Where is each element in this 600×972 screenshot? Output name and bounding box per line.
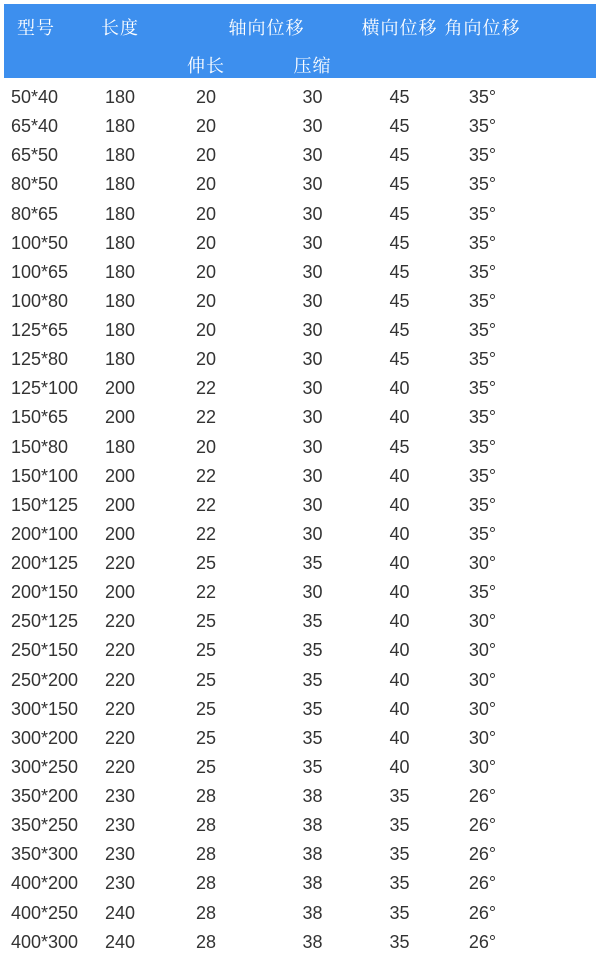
table-cell: 65*40 — [4, 112, 80, 141]
table-cell: 40 — [373, 374, 426, 403]
table-cell: 150*100 — [4, 462, 80, 491]
table-cell: 220 — [80, 549, 160, 578]
table-cell: 20 — [160, 229, 252, 258]
table-cell: 35° — [426, 491, 596, 520]
table-cell: 22 — [160, 403, 252, 432]
table-cell: 38 — [252, 899, 373, 928]
table-cell: 35 — [252, 753, 373, 782]
table-cell: 240 — [80, 899, 160, 928]
table-cell: 30 — [252, 491, 373, 520]
table-cell: 35° — [426, 374, 596, 403]
table-cell: 35° — [426, 520, 596, 549]
table-cell: 35 — [252, 666, 373, 695]
table-cell: 180 — [80, 112, 160, 141]
table-cell: 40 — [373, 695, 426, 724]
table-row — [4, 229, 596, 258]
table-body — [4, 78, 596, 957]
table-cell: 25 — [160, 549, 252, 578]
table-cell: 230 — [80, 869, 160, 898]
header-lateral — [361, 4, 438, 78]
table-cell: 20 — [160, 78, 252, 112]
table-cell: 30 — [252, 316, 373, 345]
table-cell: 35 — [373, 869, 426, 898]
table-cell: 125*100 — [4, 374, 80, 403]
table-cell: 350*200 — [4, 782, 80, 811]
table-cell: 40 — [373, 753, 426, 782]
table-cell: 100*65 — [4, 258, 80, 287]
table-cell: 35 — [252, 549, 373, 578]
table-cell: 40 — [373, 520, 426, 549]
table-cell: 22 — [160, 520, 252, 549]
table-cell: 150*125 — [4, 491, 80, 520]
table-cell: 400*250 — [4, 899, 80, 928]
table-cell: 45 — [373, 433, 426, 462]
table-cell: 20 — [160, 112, 252, 141]
table-cell: 45 — [373, 112, 426, 141]
table-row — [4, 928, 596, 957]
header-axial: 轴向位移 — [160, 4, 373, 52]
table-cell: 35° — [426, 578, 596, 607]
table-cell: 35° — [426, 403, 596, 432]
table-cell: 20 — [160, 141, 252, 170]
table-cell: 26° — [426, 840, 596, 869]
table-cell: 40 — [373, 491, 426, 520]
table-cell: 300*200 — [4, 724, 80, 753]
table-cell: 220 — [80, 753, 160, 782]
table-cell: 200*100 — [4, 520, 80, 549]
table-cell: 25 — [160, 666, 252, 695]
table-cell: 230 — [80, 840, 160, 869]
table-cell: 35 — [252, 724, 373, 753]
table-row — [4, 520, 596, 549]
table-cell: 220 — [80, 695, 160, 724]
table-cell: 30 — [252, 520, 373, 549]
table-row — [4, 258, 596, 287]
table-row — [4, 607, 596, 636]
table-cell: 45 — [373, 141, 426, 170]
table-cell: 200 — [80, 491, 160, 520]
table-cell: 150*80 — [4, 433, 80, 462]
table-cell: 220 — [80, 666, 160, 695]
table-cell: 200 — [80, 462, 160, 491]
table-cell: 220 — [80, 724, 160, 753]
table-cell: 80*65 — [4, 200, 80, 229]
table-header — [4, 4, 596, 78]
table-row — [4, 78, 596, 112]
table-cell: 300*150 — [4, 695, 80, 724]
table-cell: 30 — [252, 287, 373, 316]
header-angular: 角向位移 — [426, 4, 596, 78]
table-cell: 20 — [160, 200, 252, 229]
table-row — [4, 287, 596, 316]
table-cell: 180 — [80, 229, 160, 258]
table-cell: 350*250 — [4, 811, 80, 840]
table-cell: 45 — [373, 258, 426, 287]
table-row — [4, 724, 596, 753]
table-cell: 100*50 — [4, 229, 80, 258]
table-row — [4, 899, 596, 928]
table-cell: 180 — [80, 200, 160, 229]
table-cell: 22 — [160, 462, 252, 491]
table-cell: 180 — [80, 141, 160, 170]
table-cell: 45 — [373, 345, 426, 374]
table-row — [4, 200, 596, 229]
table-cell: 26° — [426, 899, 596, 928]
table-cell: 180 — [80, 78, 160, 112]
header-compression: 压缩 — [252, 52, 373, 78]
table-cell: 250*125 — [4, 607, 80, 636]
table-cell: 350*300 — [4, 840, 80, 869]
table-row — [4, 170, 596, 199]
table-cell: 180 — [80, 345, 160, 374]
table-cell: 35 — [252, 607, 373, 636]
table-row — [4, 491, 596, 520]
table-cell: 25 — [160, 724, 252, 753]
table-cell: 30 — [252, 403, 373, 432]
table-cell: 20 — [160, 316, 252, 345]
table-row — [4, 636, 596, 665]
header-length: 长度 — [80, 4, 160, 78]
table-row — [4, 549, 596, 578]
table-cell: 30 — [252, 433, 373, 462]
table-cell: 40 — [373, 549, 426, 578]
table-cell: 35° — [426, 229, 596, 258]
table-cell: 30 — [252, 578, 373, 607]
table-row — [4, 782, 596, 811]
table-cell: 35 — [373, 899, 426, 928]
table-cell: 180 — [80, 258, 160, 287]
header-lateral-label: 横向位移 — [361, 18, 438, 38]
table-cell: 40 — [373, 666, 426, 695]
table-cell: 40 — [373, 578, 426, 607]
table-cell: 20 — [160, 345, 252, 374]
table-cell: 38 — [252, 782, 373, 811]
table-cell: 40 — [373, 403, 426, 432]
table-cell: 250*200 — [4, 666, 80, 695]
table-cell: 30 — [252, 374, 373, 403]
table-row — [4, 462, 596, 491]
table-cell: 30° — [426, 695, 596, 724]
table-cell: 200 — [80, 374, 160, 403]
table-row — [4, 374, 596, 403]
table-cell: 28 — [160, 899, 252, 928]
table-cell: 200 — [80, 578, 160, 607]
table-cell: 200*150 — [4, 578, 80, 607]
table-cell: 40 — [373, 607, 426, 636]
table-cell: 400*200 — [4, 869, 80, 898]
table-row — [4, 141, 596, 170]
table-cell: 30 — [252, 78, 373, 112]
table-cell: 28 — [160, 782, 252, 811]
table-cell: 25 — [160, 753, 252, 782]
table-cell: 35 — [252, 636, 373, 665]
table-cell: 22 — [160, 578, 252, 607]
table-cell: 35 — [373, 811, 426, 840]
table-cell: 45 — [373, 287, 426, 316]
table-row — [4, 695, 596, 724]
table-cell: 80*50 — [4, 170, 80, 199]
header-row-1 — [4, 4, 596, 52]
table-cell: 26° — [426, 811, 596, 840]
table-cell: 30 — [252, 258, 373, 287]
table-cell: 40 — [373, 636, 426, 665]
table-cell: 125*65 — [4, 316, 80, 345]
table-cell: 30 — [252, 462, 373, 491]
table-cell: 35° — [426, 462, 596, 491]
table-cell: 28 — [160, 840, 252, 869]
table-cell: 35 — [373, 928, 426, 957]
table-cell: 40 — [373, 724, 426, 753]
table-cell: 26° — [426, 928, 596, 957]
table-cell: 30° — [426, 607, 596, 636]
table-cell: 220 — [80, 607, 160, 636]
table-cell: 35° — [426, 78, 596, 112]
table-cell: 240 — [80, 928, 160, 957]
table-cell: 38 — [252, 840, 373, 869]
table-cell: 30 — [252, 112, 373, 141]
spec-table — [4, 4, 596, 957]
table-cell: 35° — [426, 170, 596, 199]
table-cell: 230 — [80, 782, 160, 811]
table-cell: 30° — [426, 636, 596, 665]
table-cell: 20 — [160, 170, 252, 199]
table-cell: 30° — [426, 666, 596, 695]
table-cell: 30° — [426, 724, 596, 753]
table-cell: 30 — [252, 345, 373, 374]
table-row — [4, 316, 596, 345]
header-model: 型号 — [4, 4, 80, 78]
table-cell: 45 — [373, 170, 426, 199]
table-row — [4, 345, 596, 374]
table-cell: 25 — [160, 607, 252, 636]
table-cell: 30° — [426, 549, 596, 578]
table-cell: 35 — [373, 782, 426, 811]
table-cell: 150*65 — [4, 403, 80, 432]
table-cell: 45 — [373, 78, 426, 112]
table-cell: 35° — [426, 200, 596, 229]
table-cell: 100*80 — [4, 287, 80, 316]
table-cell: 28 — [160, 928, 252, 957]
table-cell: 35° — [426, 258, 596, 287]
table-cell: 38 — [252, 811, 373, 840]
table-cell: 45 — [373, 200, 426, 229]
table-cell: 50*40 — [4, 78, 80, 112]
table-cell: 26° — [426, 869, 596, 898]
table-cell: 45 — [373, 316, 426, 345]
table-cell: 200*125 — [4, 549, 80, 578]
table-cell: 30 — [252, 170, 373, 199]
table-cell: 35° — [426, 141, 596, 170]
table-cell: 38 — [252, 928, 373, 957]
table-cell: 180 — [80, 433, 160, 462]
table-cell: 20 — [160, 433, 252, 462]
table-row — [4, 112, 596, 141]
table-cell: 125*80 — [4, 345, 80, 374]
table-row — [4, 403, 596, 432]
table-cell: 30° — [426, 753, 596, 782]
table-row — [4, 433, 596, 462]
table-cell: 400*300 — [4, 928, 80, 957]
table-row — [4, 753, 596, 782]
table-cell: 230 — [80, 811, 160, 840]
table-cell: 250*150 — [4, 636, 80, 665]
table-cell: 28 — [160, 869, 252, 898]
table-cell: 35° — [426, 345, 596, 374]
table-cell: 180 — [80, 316, 160, 345]
table-cell: 25 — [160, 636, 252, 665]
table-cell: 22 — [160, 491, 252, 520]
table-cell: 20 — [160, 258, 252, 287]
header-elongation: 伸长 — [160, 52, 252, 78]
table-cell: 38 — [252, 869, 373, 898]
table-cell: 200 — [80, 520, 160, 549]
table-cell: 26° — [426, 782, 596, 811]
table-cell: 35° — [426, 433, 596, 462]
table-cell: 65*50 — [4, 141, 80, 170]
table-cell: 35 — [252, 695, 373, 724]
table-cell: 28 — [160, 811, 252, 840]
table-cell: 35° — [426, 112, 596, 141]
table-row — [4, 578, 596, 607]
table-cell: 200 — [80, 403, 160, 432]
table-cell: 35° — [426, 316, 596, 345]
table-cell: 300*250 — [4, 753, 80, 782]
table-cell: 40 — [373, 462, 426, 491]
table-cell: 220 — [80, 636, 160, 665]
table-cell: 180 — [80, 170, 160, 199]
table-cell: 22 — [160, 374, 252, 403]
table-row — [4, 869, 596, 898]
table-cell: 25 — [160, 695, 252, 724]
table-cell: 30 — [252, 229, 373, 258]
table-cell: 20 — [160, 287, 252, 316]
table-row — [4, 666, 596, 695]
table-row — [4, 811, 596, 840]
table-cell: 30 — [252, 141, 373, 170]
table-cell: 180 — [80, 287, 160, 316]
table-cell: 45 — [373, 229, 426, 258]
table-cell: 30 — [252, 200, 373, 229]
table-cell: 35 — [373, 840, 426, 869]
table-row — [4, 840, 596, 869]
table-cell: 35° — [426, 287, 596, 316]
